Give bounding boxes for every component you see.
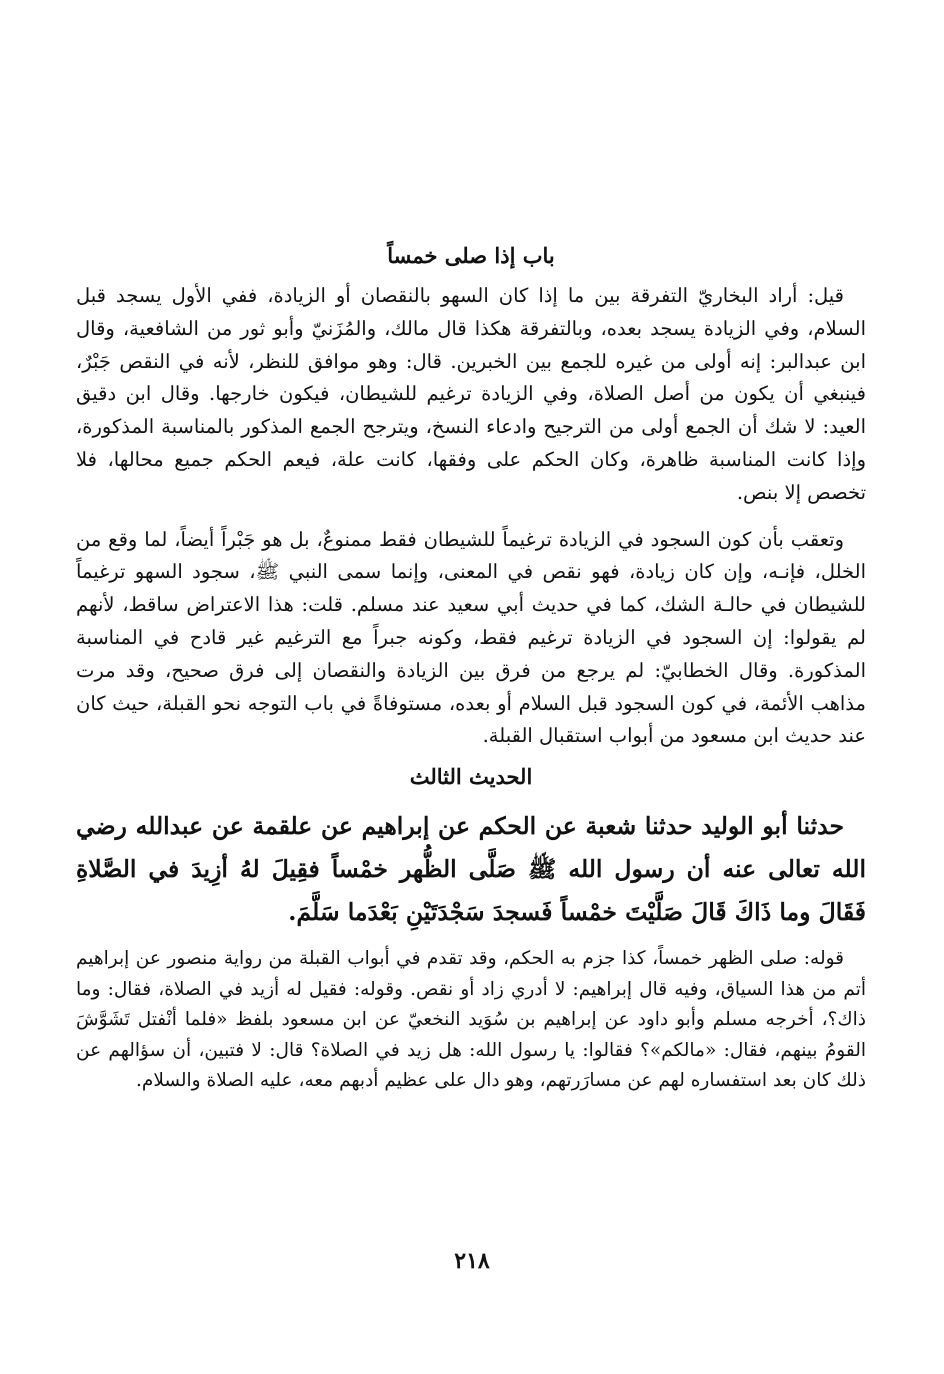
hadith-text: حدثنا أبو الوليد حدثنا شعبة عن الحكم عن إبراهيم عن علقمة عن عبدالله رضي الله تعالى عنه أن رسول الله ﷺ صَلَّى الظُّهر خمْساً فقِيلَ لهُ أزِيدَ في الصَّلاةِ فَقَالَ وما ذَاكَ قَالَ صَلَّيْتَ خمْساً فَسجدَ سَجْدَتَيْنِ بَعْدَما سَلَّمَ. bbox=[76, 812, 866, 927]
page-number: ٢١٨ bbox=[454, 1248, 490, 1274]
commentary-paragraph: قوله: صلى الظهر خمساً، كذا جزم به الحكم، وقد تقدم في أبواب القبلة من رواية منصور عن إبراهيم أتم من هذا السياق، وفيه قال إبراهيم: لا أدري زاد أو نقص. وقوله: فقيل له أزيد في الصلاة، فقال: وما ذاك؟، أخرجه مسلم وأبو داود عن إبراهيم بن سُوَيد النخعيّ عن ابن مسعود بلفظ «فلما أنْفتل تَشَوَّشَ القومُ بينهم، فقال: «مالكم»؟ فقالوا: يا رسول الله: هل زيد في الصلاة؟ قال: لا فتبين، أن سؤالهم عن ذلك كان بعد استفساره لهم عن مسارَرتهم، وهو دال على عظيم أدبهم معه، عليه الصلاة والسلام. bbox=[76, 948, 866, 1092]
intro-paragraph-2: وتعقب بأن كون السجود في الزيادة ترغيماً للشيطان فقط ممنوعٌ، بل هو جَبْراً أيضاً، لما وقع من الخلل، فإنـه، وإن كان زيادة، فهو نقص في المعنى، وإنما سمى النبي ﷺ، سجود السهو ترغيماً للشيطان في حالـة الشك، كما في حديث أبي سعيد عند مسلم. قلت: هذا الاعتراض ساقط، لأنهم لم يقولوا: إن السجود في الزيادة ترغيم فقط، وكونه جبراً مع الترغيم غير قادح في المناسبة المذكورة. وقال الخطابيّ: لم يرجع من فرق بين الزيادة والنقصان إلى فرق صحيح، وقد مرت مذاهب الأئمة، في كون السجود قبل السلام أو بعده، مستوفاةً في باب التوجه نحو القبلة، حيث كان عند حديث ابن مسعود من أبواب استقبال القبلة. bbox=[76, 527, 866, 748]
page-content bbox=[76, 236, 866, 1097]
intro-paragraph-1: قيل: أراد البخاريّ التفرقة بين ما إذا كان السهو بالنقصان أو الزيادة، ففي الأول يسجد قبل السلام، وفي الزيادة يسجد بعده، وبالتفرقة هكذا قال مالك، والمُزَنيّ وأبو ثور من الشافعية، وقال ابن عبدالبر: إنه أولى من غيره للجمع بين الخبرين. قال: وهو موافق للنظر، لأنه في النقص جَبْرٌ، فينبغي أن يكون من أصل الصلاة، وفي الزيادة ترغيم للشيطان، فيكون خارجها. وقال ابن دقيق العيد: لا شك أن الجمع أولى من الترجيح وادعاء النسخ، ويترجح الجمع المذكور بالمناسبة المذكورة، وإذا كانت المناسبة ظاهرة، وكان الحكم على وفقها، كانت علة، فيعم الحكم جميع محالها، فلا تخصص إلا بنص. bbox=[76, 284, 866, 504]
hadith-title: الحديث الثالث bbox=[409, 764, 533, 790]
section-title: باب إذا صلى خمساً bbox=[387, 243, 555, 268]
